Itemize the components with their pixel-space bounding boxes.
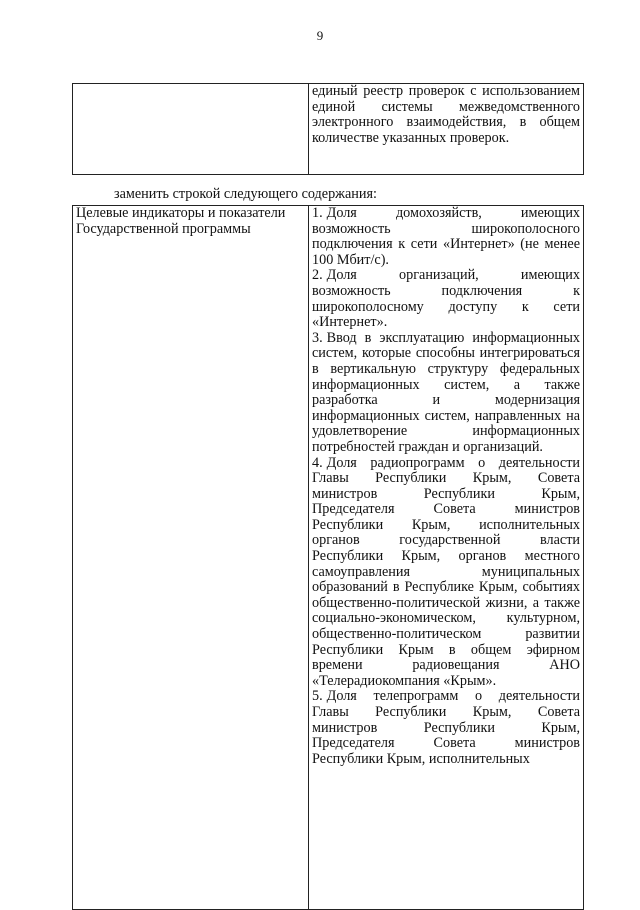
indicator-number: 1. bbox=[312, 205, 323, 221]
replace-instruction: заменить строкой следующего содержания: bbox=[114, 186, 377, 202]
table-row bbox=[73, 84, 584, 175]
indicator-item bbox=[312, 456, 580, 690]
indicator-text: Доля телепрограмм о деятельности Главы Республики Крым, Совета министров Республики Крым, Председателя Совета министров Республики Крым, исполнительных bbox=[312, 688, 580, 767]
main-table-right-cell bbox=[309, 206, 584, 910]
previous-table-fragment bbox=[72, 83, 584, 175]
indicator-text: Доля радиопрограмм о деятельности Главы Республики Крым, Совета министров Республики Крым, Председателя Совета министров Республики Крым, исполнительных органов государственной власти Республики Крым, органов местного самоуправления муниципальных образований в Республике Крым, событиях общественно-политической жизни, а также социально-экономическом, культурном, общественно-политическом развитии Республики Крым в общем эфирном времени радиовещания АНО «Телерадиокомпания «Крым». bbox=[312, 454, 580, 689]
indicator-number: 4. bbox=[312, 454, 323, 471]
indicator-item bbox=[312, 268, 580, 330]
indicator-number: 2. bbox=[312, 267, 323, 284]
main-table-left-cell: Целевые индикаторы и показатели Государственной программы bbox=[73, 206, 309, 910]
indicator-number: 5. bbox=[312, 688, 323, 705]
indicator-number: 3. bbox=[312, 329, 323, 346]
indicator-text: Ввод в эксплуатацию информационных систем, которые способны интегрироваться в вертикальную структуру федеральных информационных систем, а также разработка и модернизация информационных систем, направленных на удовлетворение информационных потребностей граждан и организаций. bbox=[312, 329, 580, 455]
indicator-text: Доля организаций, имеющих возможность подключения к широкополосному доступу к сети «Интернет». bbox=[312, 267, 580, 331]
indicator-text: Доля домохозяйств, имеющих возможность широкополосного подключения к сети «Интернет» (не менее 100 Мбит/с). bbox=[312, 205, 580, 268]
indicator-item bbox=[312, 689, 580, 767]
indicator-item bbox=[312, 331, 580, 456]
top-table-left-cell bbox=[73, 84, 309, 175]
replacement-table bbox=[72, 205, 584, 910]
table-row bbox=[73, 206, 584, 910]
indicator-item bbox=[312, 206, 580, 268]
top-table-right-cell: единый реестр проверок с использованием единой системы межведомственного электронного взаимодействия, в общем количестве указанных проверок. bbox=[309, 84, 584, 175]
page-number: 9 bbox=[316, 28, 324, 43]
